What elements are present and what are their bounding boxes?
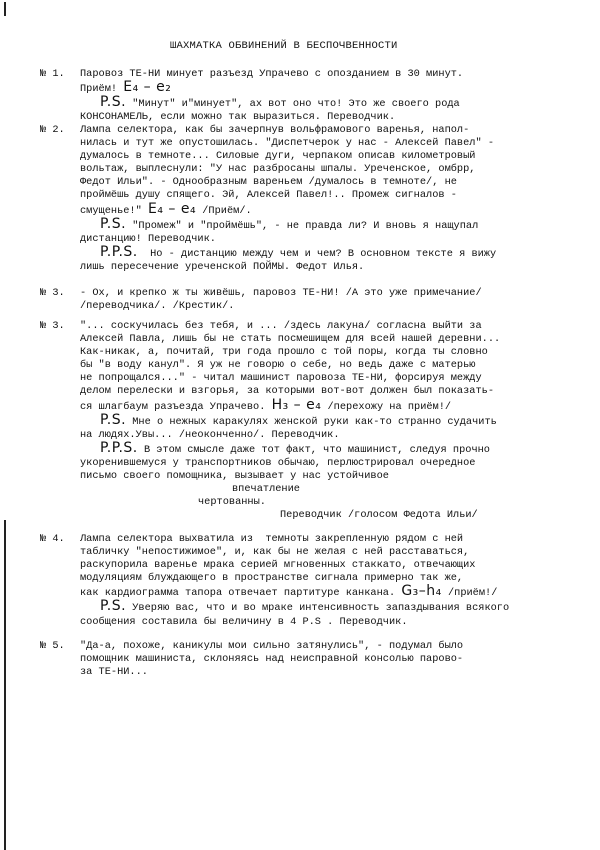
scan-edge-mark (4, 2, 12, 16)
entry-number: № 5. (40, 640, 65, 652)
text-line: нилась и тут же опустошилась. "Диспетчерок у нас - Алексей Павел" - (80, 137, 495, 150)
text-line (80, 200, 588, 218)
text-line-part: /приём!/ (441, 587, 498, 600)
signature: Переводчик /голосом Федота Ильи/ (280, 509, 478, 522)
entry-body (80, 124, 588, 274)
ps-text: КОНСОНАМЕЛЬ, если можно так выразиться. Переводчик. (80, 111, 396, 124)
text-line-part: смущенье!" (80, 204, 148, 217)
text-line: "... соскучилась без тебя, и ... /здесь лакуна/ согласна выйти за (80, 320, 482, 332)
text-line: Федот Ильи". - Однообразным вареньем /думалось в темноте/, не (80, 176, 457, 189)
chess-move-notation: G₃–h₄ (401, 583, 442, 600)
text-line: делом перелески и взгорья, за которыми вот-вот должен был показать- (80, 385, 495, 398)
chess-move-notation: H₃ – e₄ (271, 396, 322, 413)
ps-text: "Минут" и"минует", ах вот оно что! Это же своего рода (126, 98, 460, 111)
text-line: раскупорила варенье мрака серией мгновенных стаккато, отвечающих (80, 559, 476, 572)
scan-edge-mark (4, 520, 12, 850)
text-line: Алексей Павла, лишь бы не стать посмешищем для всей нашей деревни... (80, 333, 501, 346)
pps-text: укоренившемуся у транспортников обычаю, перлюстрировал очередное (80, 456, 476, 469)
entry-body (80, 640, 588, 679)
text-line (80, 585, 588, 600)
entry-number: № 1. (40, 68, 65, 80)
ps-text: сообщения составила бы величину в 4 P.S . Переводчик. (80, 615, 408, 628)
text-line-part: Приём! (80, 83, 124, 96)
entry-1 (40, 68, 588, 124)
entry-3a (40, 287, 588, 313)
text-line-part: ся шлагбаум разъезда Упрачево. (80, 400, 272, 413)
entry-number: № 3. (40, 287, 65, 299)
entry-2 (40, 124, 588, 274)
text-line: табличку "непостижимое", и, как бы не желая с ней расставаться, (80, 546, 470, 559)
text-line: Лампа селектора, как бы зачерпнув вольфрамового варенья, напол- (80, 124, 470, 136)
ps-line (80, 411, 588, 429)
ps-line (80, 215, 588, 233)
entry-4 (40, 533, 588, 629)
text-line: за ТЕ-НИ... (80, 666, 148, 679)
entry-number: № 4. (40, 533, 65, 545)
ps-text: на людях.Увы... /неоконченно/. Переводчик. (80, 428, 340, 441)
text-line: модуляциям блуждающего в пространстве сигнала примерно так же, (80, 572, 464, 585)
entry-body (80, 320, 588, 522)
text-line: помощник машиниста, склоняясь над неисправной консолью парово- (80, 653, 464, 666)
entry-body (80, 287, 588, 313)
pps-mark: P.P.S. (100, 439, 138, 456)
text-line: /переводчика/. /Крестик/. (80, 300, 235, 313)
text-line-part: /перехожу на приём!/ (321, 400, 452, 413)
ps-text: Уверяю вас, что и во мраке интенсивность запаздывания всякого (126, 602, 510, 615)
chess-move-notation: E₄ – e₂ (123, 79, 172, 96)
pps-text: Но - дистанцию между чем и чем? В основном тексте я вижу (137, 247, 497, 260)
text-line: бы "в воду канул". Я уж не говорю о себе, но ведь даже с матерью (80, 359, 476, 372)
text-line: Как-никак, а, почитай, три года прошло с той поры, когда ты словно (80, 346, 488, 359)
entry-body (80, 533, 588, 629)
entry-3b (40, 320, 588, 522)
pps-line (80, 439, 588, 457)
text-line-part: /Приём/. (196, 204, 252, 217)
ps-mark: P.S. (100, 411, 127, 428)
pps-text: письмо своего помощника, вызывает у нас устойчивое (80, 470, 389, 483)
entry-5 (40, 640, 588, 679)
text-line (80, 396, 588, 414)
ps-line (80, 96, 588, 111)
pps-text: впечатление (232, 483, 300, 496)
entry-body (80, 68, 588, 124)
pps-text: чертованны. (198, 496, 266, 509)
text-line (80, 81, 588, 96)
chess-move-notation: E₄ – e₄ (147, 200, 197, 217)
text-line: вольтаж, выплеснули: "У нас разбросаны шпалы. Уреченское, омбрр, (80, 163, 476, 176)
entry-number: № 2. (40, 124, 65, 136)
entry-number: № 3. (40, 320, 65, 332)
pps-text: лишь пересечение уреченской ПОЙМЫ. Федот Илья. (80, 260, 365, 273)
text-line: Паровоз ТЕ-НИ минует разъезд Упрачево с опозданием в 30 минут. (80, 68, 464, 80)
page-title: ШАХМАТКА ОБВИНЕНИЙ В БЕСПОЧВЕННОСТИ (170, 40, 398, 52)
ps-mark: P.S. (100, 215, 127, 232)
text-line: Лампа селектора выхватила из темноты закрепленную рядом с ней (80, 533, 464, 545)
pps-line (80, 243, 588, 261)
text-line: не попрощался..." - читал машинист паровоза ТЕ-НИ, форсируя между (80, 372, 482, 385)
text-line-part: как кардиограмма тапора отвечает партитуре канкана. (80, 587, 402, 600)
ps-text: Мне о нежных каракулях женской руки как-то странно судачить (126, 415, 497, 428)
ps-text: "Промеж" и "проймёшь", - не правда ли? И вновь я нащупал (126, 219, 479, 232)
text-line: проймёшь душу спящего. Эй, Алексей Павел!.. Промеж сигналов - (80, 189, 457, 202)
ps-line (80, 600, 588, 615)
ps-mark: P.S. (100, 598, 127, 615)
ps-mark: P.S. (100, 94, 127, 111)
pps-mark: P.P.S. (100, 243, 138, 260)
text-line: - Ох, и крепко ж ты живёшь, паровоз ТЕ-НИ! /А это уже примечание/ (80, 287, 482, 299)
ps-text: дистанцию! Переводчик. (80, 232, 216, 245)
text-line: думалось в темноте... Силовые дуги, черпаком описав километровый (80, 150, 476, 163)
pps-text: В этом смысле даже тот факт, что машинист, следуя прочно (137, 443, 490, 456)
text-line: "Да-а, похоже, каникулы мои сильно затянулись", - подумал было (80, 640, 464, 652)
